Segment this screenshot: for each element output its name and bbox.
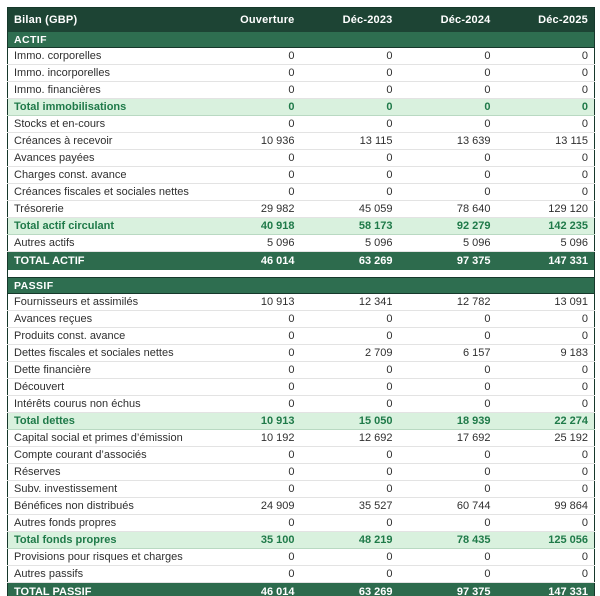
row-value: 0	[203, 65, 301, 82]
row-value: 0	[203, 515, 301, 532]
table-row	[8, 252, 595, 271]
row-value: 0	[301, 515, 399, 532]
row-value: 0	[399, 362, 497, 379]
table-row	[8, 116, 595, 133]
row-value: 5 096	[301, 235, 399, 252]
row-value: 45 059	[301, 201, 399, 218]
row-value: 0	[203, 345, 301, 362]
row-value: 0	[497, 311, 595, 328]
row-value: 0	[203, 447, 301, 464]
row-value: 97 375	[399, 252, 497, 271]
table-row	[8, 235, 595, 252]
row-label: Créances à recevoir	[8, 133, 203, 150]
table-row	[8, 481, 595, 498]
table-row	[8, 396, 595, 413]
row-value: 35 527	[301, 498, 399, 515]
column-header-ouverture: Ouverture	[203, 8, 301, 33]
table-row	[8, 583, 595, 596]
row-value: 0	[301, 447, 399, 464]
row-value: 0	[301, 362, 399, 379]
row-value: 0	[301, 379, 399, 396]
row-value: 0	[497, 549, 595, 566]
row-value: 0	[203, 99, 301, 116]
table-row	[8, 566, 595, 583]
row-value: 78 435	[399, 532, 497, 549]
row-value: 18 939	[399, 413, 497, 430]
row-value: 12 782	[399, 294, 497, 311]
row-label: Total fonds propres	[8, 532, 203, 549]
row-value: 0	[301, 116, 399, 133]
row-value: 0	[203, 396, 301, 413]
row-label: TOTAL PASSIF	[8, 583, 203, 596]
table-row	[8, 328, 595, 345]
row-label: Intérêts courus non échus	[8, 396, 203, 413]
table-row	[8, 294, 595, 311]
column-header-dec-2023: Déc-2023	[301, 8, 399, 33]
row-label: Total dettes	[8, 413, 203, 430]
row-value: 15 050	[301, 413, 399, 430]
row-value: 5 096	[399, 235, 497, 252]
table-title: Bilan (GBP)	[8, 8, 203, 33]
row-value: 125 056	[497, 532, 595, 549]
row-value: 129 120	[497, 201, 595, 218]
row-value: 0	[399, 549, 497, 566]
row-value: 0	[301, 65, 399, 82]
row-value: 0	[399, 99, 497, 116]
row-value: 0	[497, 184, 595, 201]
row-label: Subv. investissement	[8, 481, 203, 498]
section-header-passif	[8, 278, 595, 294]
row-label: Avances payées	[8, 150, 203, 167]
section-gap	[8, 270, 595, 278]
row-label: Autres fonds propres	[8, 515, 203, 532]
row-value: 0	[301, 99, 399, 116]
table-row	[8, 447, 595, 464]
table-row	[8, 464, 595, 481]
row-value: 6 157	[399, 345, 497, 362]
row-value: 92 279	[399, 218, 497, 235]
row-label: Immo. financières	[8, 82, 203, 99]
row-value: 0	[497, 99, 595, 116]
row-value: 63 269	[301, 252, 399, 271]
row-value: 99 864	[497, 498, 595, 515]
row-value: 0	[203, 184, 301, 201]
row-value: 0	[301, 150, 399, 167]
row-value: 10 936	[203, 133, 301, 150]
row-value: 0	[399, 464, 497, 481]
row-label: Immo. incorporelles	[8, 65, 203, 82]
row-value: 0	[203, 150, 301, 167]
row-value: 0	[497, 65, 595, 82]
row-value: 60 744	[399, 498, 497, 515]
row-label: Bénéfices non distribués	[8, 498, 203, 515]
row-value: 12 692	[301, 430, 399, 447]
row-value: 0	[301, 464, 399, 481]
bilan-table	[7, 7, 595, 596]
row-value: 0	[399, 82, 497, 99]
row-value: 0	[399, 379, 497, 396]
row-label: Autres actifs	[8, 235, 203, 252]
row-value: 46 014	[203, 252, 301, 271]
row-value: 0	[203, 362, 301, 379]
row-value: 13 639	[399, 133, 497, 150]
table-row	[8, 201, 595, 218]
row-value: 0	[203, 549, 301, 566]
row-value: 0	[301, 328, 399, 345]
row-value: 0	[497, 515, 595, 532]
table-row	[8, 413, 595, 430]
table-row	[8, 345, 595, 362]
row-value: 0	[203, 379, 301, 396]
row-value: 24 909	[203, 498, 301, 515]
row-label: Autres passifs	[8, 566, 203, 583]
row-label: Réserves	[8, 464, 203, 481]
row-value: 13 091	[497, 294, 595, 311]
row-value: 97 375	[399, 583, 497, 596]
row-value: 40 918	[203, 218, 301, 235]
row-value: 0	[203, 82, 301, 99]
row-value: 0	[301, 481, 399, 498]
row-value: 0	[497, 464, 595, 481]
row-label: Dettes fiscales et sociales nettes	[8, 345, 203, 362]
row-label: Capital social et primes d’émission	[8, 430, 203, 447]
section-gap-cell	[8, 270, 595, 278]
row-value: 0	[399, 566, 497, 583]
row-value: 147 331	[497, 252, 595, 271]
row-value: 58 173	[301, 218, 399, 235]
row-value: 5 096	[497, 235, 595, 252]
section-header-actif	[8, 32, 595, 48]
row-value: 13 115	[301, 133, 399, 150]
row-value: 0	[399, 167, 497, 184]
section-title: ACTIF	[8, 32, 595, 48]
row-value: 0	[497, 379, 595, 396]
row-value: 0	[203, 167, 301, 184]
table-row	[8, 498, 595, 515]
row-value: 0	[301, 549, 399, 566]
row-value: 0	[497, 48, 595, 65]
row-label: Total actif circulant	[8, 218, 203, 235]
row-value: 0	[497, 362, 595, 379]
column-header-dec-2024: Déc-2024	[399, 8, 497, 33]
row-value: 0	[399, 116, 497, 133]
table-row	[8, 362, 595, 379]
row-value: 0	[301, 82, 399, 99]
table-row	[8, 65, 595, 82]
row-label: Dette financière	[8, 362, 203, 379]
row-value: 0	[301, 167, 399, 184]
row-label: Stocks et en-cours	[8, 116, 203, 133]
row-value: 0	[497, 167, 595, 184]
row-value: 0	[399, 48, 497, 65]
row-value: 0	[497, 396, 595, 413]
table-row	[8, 99, 595, 116]
row-value: 0	[497, 447, 595, 464]
row-value: 0	[399, 311, 497, 328]
bilan-body	[8, 32, 595, 596]
table-row	[8, 48, 595, 65]
table-row	[8, 150, 595, 167]
row-value: 0	[497, 150, 595, 167]
table-row	[8, 311, 595, 328]
row-value: 22 274	[497, 413, 595, 430]
table-row	[8, 167, 595, 184]
row-value: 0	[301, 396, 399, 413]
row-label: Trésorerie	[8, 201, 203, 218]
row-value: 0	[399, 328, 497, 345]
row-value: 78 640	[399, 201, 497, 218]
row-value: 10 192	[203, 430, 301, 447]
table-row	[8, 218, 595, 235]
row-value: 0	[203, 328, 301, 345]
row-value: 10 913	[203, 413, 301, 430]
row-value: 13 115	[497, 133, 595, 150]
column-header-dec-2025: Déc-2025	[497, 8, 595, 33]
row-value: 29 982	[203, 201, 301, 218]
row-value: 63 269	[301, 583, 399, 596]
row-value: 2 709	[301, 345, 399, 362]
row-value: 0	[301, 566, 399, 583]
row-value: 5 096	[203, 235, 301, 252]
row-value: 0	[399, 396, 497, 413]
table-row	[8, 82, 595, 99]
row-value: 0	[399, 65, 497, 82]
table-row	[8, 184, 595, 201]
row-label: TOTAL ACTIF	[8, 252, 203, 271]
row-value: 9 183	[497, 345, 595, 362]
row-value: 0	[497, 566, 595, 583]
row-label: Avances reçues	[8, 311, 203, 328]
row-value: 17 692	[399, 430, 497, 447]
row-value: 0	[203, 464, 301, 481]
section-title: PASSIF	[8, 278, 595, 294]
table-row	[8, 430, 595, 447]
row-value: 0	[203, 48, 301, 65]
row-label: Fournisseurs et assimilés	[8, 294, 203, 311]
row-value: 147 331	[497, 583, 595, 596]
row-value: 0	[497, 328, 595, 345]
row-value: 142 235	[497, 218, 595, 235]
row-value: 0	[399, 150, 497, 167]
table-row	[8, 549, 595, 566]
row-label: Créances fiscales et sociales nettes	[8, 184, 203, 201]
row-label: Produits const. avance	[8, 328, 203, 345]
row-value: 0	[203, 311, 301, 328]
row-value: 0	[497, 116, 595, 133]
row-value: 0	[399, 515, 497, 532]
row-value: 0	[203, 481, 301, 498]
row-value: 0	[497, 481, 595, 498]
row-value: 0	[203, 566, 301, 583]
row-value: 10 913	[203, 294, 301, 311]
row-value: 0	[301, 48, 399, 65]
row-value: 48 219	[301, 532, 399, 549]
row-value: 25 192	[497, 430, 595, 447]
row-label: Provisions pour risques et charges	[8, 549, 203, 566]
row-value: 0	[497, 82, 595, 99]
row-value: 0	[399, 481, 497, 498]
table-row	[8, 532, 595, 549]
row-value: 0	[301, 184, 399, 201]
row-value: 0	[399, 447, 497, 464]
row-value: 0	[399, 184, 497, 201]
row-value: 12 341	[301, 294, 399, 311]
row-value: 46 014	[203, 583, 301, 596]
row-label: Total immobilisations	[8, 99, 203, 116]
row-value: 0	[301, 311, 399, 328]
table-row	[8, 379, 595, 396]
row-value: 0	[203, 116, 301, 133]
row-label: Découvert	[8, 379, 203, 396]
row-label: Compte courant d’associés	[8, 447, 203, 464]
row-label: Charges const. avance	[8, 167, 203, 184]
table-row	[8, 133, 595, 150]
row-label: Immo. corporelles	[8, 48, 203, 65]
row-value: 35 100	[203, 532, 301, 549]
table-header-row	[8, 8, 595, 33]
table-row	[8, 515, 595, 532]
